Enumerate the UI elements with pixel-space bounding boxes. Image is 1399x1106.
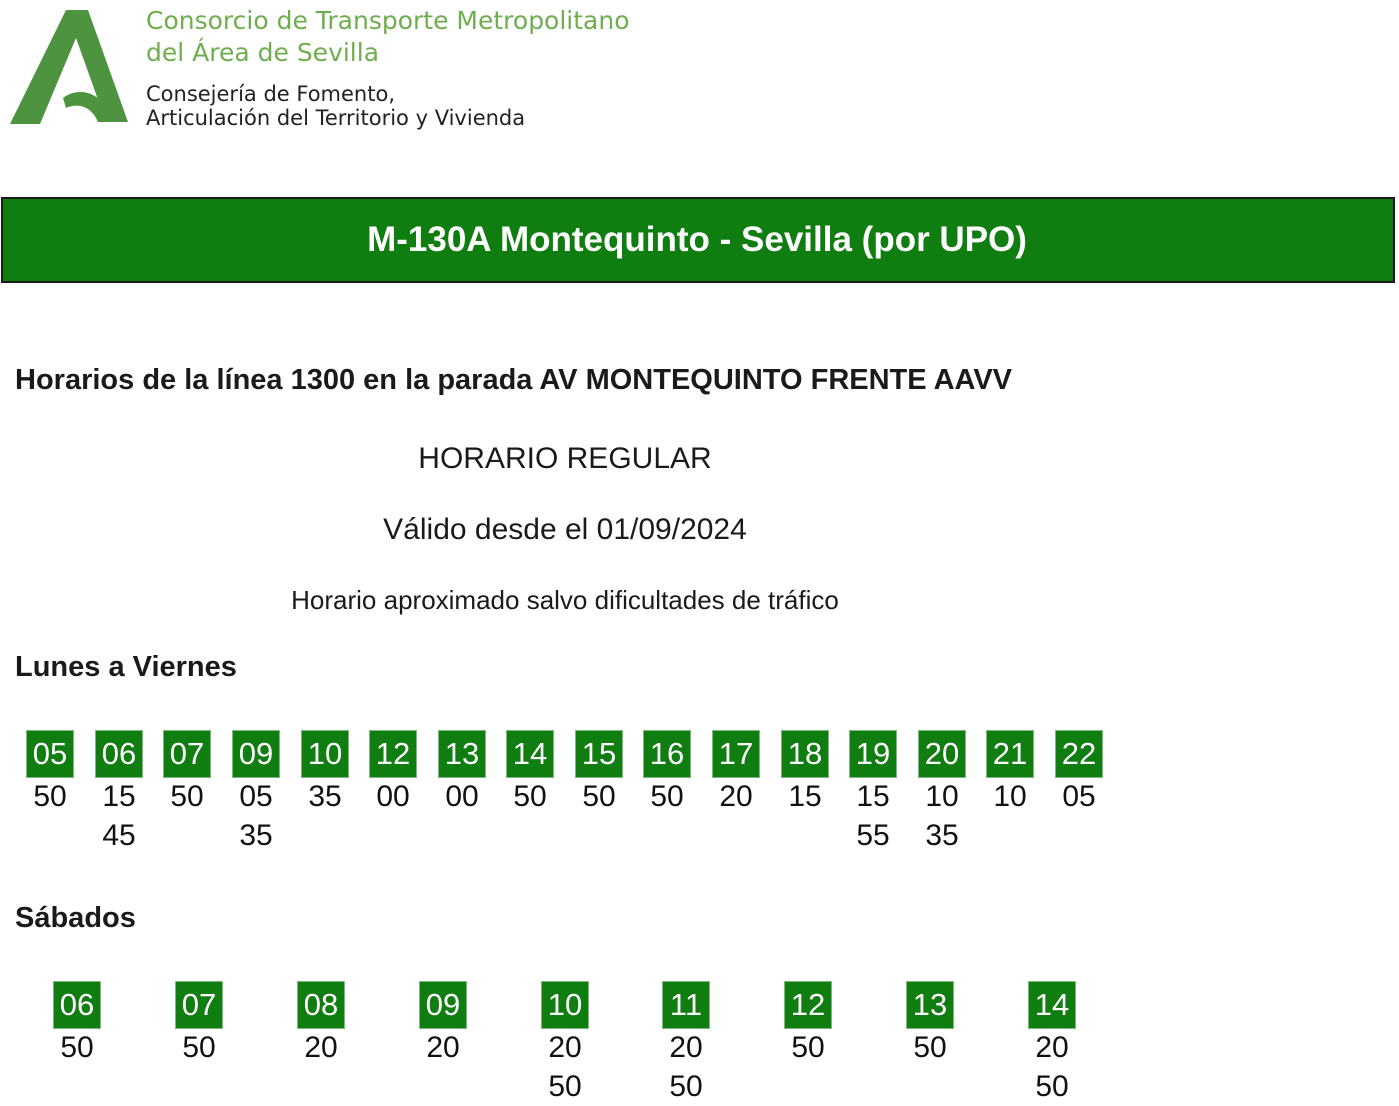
minute-value: 50: [582, 780, 616, 813]
hour-column: [1056, 731, 1102, 816]
hour-column: [782, 731, 828, 816]
minute-value: 05: [239, 780, 273, 813]
hour-box: 13: [439, 731, 485, 777]
minute-value: 35: [239, 819, 273, 852]
hour-column: [713, 731, 759, 816]
hour-column: [987, 731, 1033, 816]
hour-column: [27, 731, 73, 816]
hour-box: 14: [507, 731, 553, 777]
hour-box: 09: [233, 731, 279, 777]
minute-value: 50: [513, 780, 547, 813]
hour-box: 14: [1029, 982, 1075, 1028]
minute-value: 10: [925, 780, 959, 813]
department-line2: Articulación del Territorio y Vivienda: [146, 106, 526, 130]
route-banner: [1, 197, 1395, 283]
hour-box: 07: [176, 982, 222, 1028]
hour-column: [850, 731, 896, 855]
hour-column: [298, 982, 344, 1067]
hour-box: 13: [907, 982, 953, 1028]
minute-value: 10: [993, 780, 1027, 813]
organization-name-line1: Consorcio de Transporte Metropolitano: [146, 6, 630, 35]
route-title: M-130A Montequinto - Sevilla (por UPO): [367, 220, 1027, 259]
hour-box: 19: [850, 731, 896, 777]
hour-box: 22: [1056, 731, 1102, 777]
schedule-heading: Horarios de la línea 1300 en la parada AV MONTEQUINTO FRENTE AAVV: [15, 364, 1013, 396]
minute-value: 50: [669, 1070, 703, 1103]
hour-column: [370, 731, 416, 816]
minute-value: 20: [426, 1031, 460, 1064]
saturdays-label: Sábados: [15, 902, 136, 934]
organization-name-line2: del Área de Sevilla: [146, 38, 380, 67]
hour-column: [576, 731, 622, 816]
minute-value: 50: [548, 1070, 582, 1103]
hour-column: [644, 731, 690, 816]
department-line1: Consejería de Fomento,: [146, 82, 395, 106]
hour-column: [54, 982, 100, 1067]
minute-value: 20: [719, 780, 753, 813]
hour-box: 15: [576, 731, 622, 777]
hour-box: 16: [644, 731, 690, 777]
junta-andalucia-logo-icon: [10, 10, 132, 128]
minute-value: 15: [788, 780, 822, 813]
hour-column: [507, 731, 553, 816]
minute-value: 00: [445, 780, 479, 813]
hour-column: [542, 982, 588, 1106]
hour-box: 20: [919, 731, 965, 777]
minute-value: 50: [1035, 1070, 1069, 1103]
minute-value: 35: [925, 819, 959, 852]
hour-column: [1029, 982, 1075, 1106]
minute-value: 50: [33, 780, 67, 813]
minute-value: 20: [304, 1031, 338, 1064]
hour-column: [302, 731, 348, 816]
hour-column: [785, 982, 831, 1067]
hour-box: 09: [420, 982, 466, 1028]
minute-value: 15: [856, 780, 890, 813]
hour-box: 05: [27, 731, 73, 777]
hour-column: [164, 731, 210, 816]
minute-value: 50: [170, 780, 204, 813]
schedule-note: Horario aproximado salvo dificultades de tráfico: [291, 585, 839, 615]
schedule-type: HORARIO REGULAR: [418, 442, 712, 475]
hour-box: 06: [54, 982, 100, 1028]
minute-value: 55: [856, 819, 890, 852]
minute-value: 00: [376, 780, 410, 813]
weekdays-label: Lunes a Viernes: [15, 651, 237, 683]
hour-box: 21: [987, 731, 1033, 777]
hour-box: 12: [785, 982, 831, 1028]
hour-box: 17: [713, 731, 759, 777]
hour-column: [663, 982, 709, 1106]
minute-value: 20: [1035, 1031, 1069, 1064]
minute-value: 20: [548, 1031, 582, 1064]
hour-box: 10: [542, 982, 588, 1028]
minute-value: 15: [102, 780, 136, 813]
hour-box: 11: [663, 982, 709, 1028]
hour-column: [233, 731, 279, 855]
hour-column: [919, 731, 965, 855]
minute-value: 05: [1062, 780, 1096, 813]
hour-box: 06: [96, 731, 142, 777]
minute-value: 50: [182, 1031, 216, 1064]
hour-column: [176, 982, 222, 1067]
hour-column: [439, 731, 485, 816]
hour-box: 18: [782, 731, 828, 777]
hour-column: [907, 982, 953, 1067]
hour-box: 07: [164, 731, 210, 777]
minute-value: 50: [650, 780, 684, 813]
minute-value: 50: [791, 1031, 825, 1064]
minute-value: 45: [102, 819, 136, 852]
minute-value: 50: [60, 1031, 94, 1064]
hour-column: [96, 731, 142, 855]
minute-value: 35: [308, 780, 342, 813]
minute-value: 50: [913, 1031, 947, 1064]
hour-column: [420, 982, 466, 1067]
hour-box: 10: [302, 731, 348, 777]
hour-box: 08: [298, 982, 344, 1028]
hour-box: 12: [370, 731, 416, 777]
valid-from: Válido desde el 01/09/2024: [383, 513, 747, 546]
minute-value: 20: [669, 1031, 703, 1064]
